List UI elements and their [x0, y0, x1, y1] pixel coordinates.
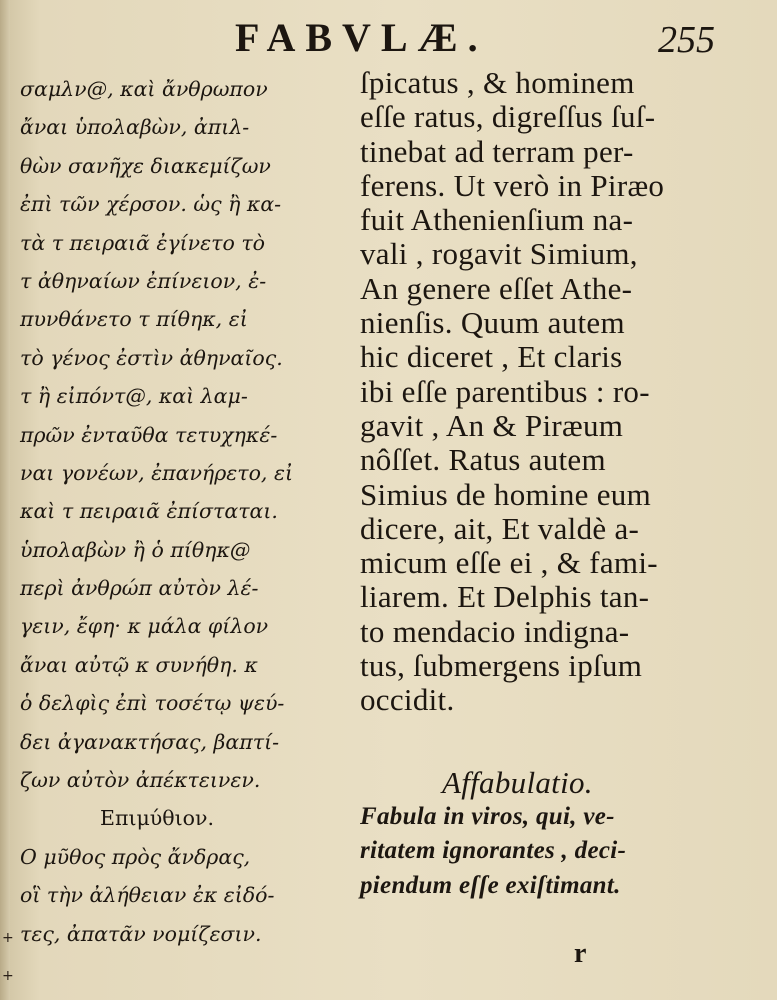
latin-line: liarem. Et Delphis tan-: [360, 579, 650, 615]
greek-line: τ ἢ εἰπόντ@, καὶ λαμ-: [20, 384, 248, 409]
greek-line: δει ἀγανακτήσας, βαπτί-: [20, 729, 280, 754]
affabulatio-line: ritatem ignorantes , deci-: [360, 837, 627, 865]
latin-line: to mendacio indigna-: [360, 613, 630, 649]
greek-line: θὼν σανῆχε διακεμίζων: [20, 153, 271, 178]
latin-line: ferens. Ut verò in Piræo: [360, 167, 665, 203]
epimythion-line: τες, ἀπατᾶν νομίζεσιν.: [20, 921, 262, 946]
greek-line: τὸ γένος ἐστὶν ἀθηναῖος.: [20, 345, 283, 370]
latin-line: eſſe ratus, digreſſus ſuſ-: [360, 99, 656, 135]
affabulatio-line: Fabula in viros, qui, ve-: [360, 802, 615, 830]
latin-line: hic diceret , Et claris: [360, 339, 623, 375]
latin-column: [360, 66, 720, 903]
greek-line: περὶ ἀνθρώπ αὐτὸν λέ-: [20, 576, 259, 601]
latin-line: occidit.: [360, 682, 455, 718]
greek-line: ἐπὶ τῶν χέρσον. ὡς ἢ κα-: [20, 192, 282, 217]
gutter-mark: +: [2, 930, 14, 946]
greek-line: πρῶν ἐνταῦθα τετυχηκέ-: [20, 422, 278, 447]
latin-line: tus, ſubmergens ipſum: [360, 648, 643, 684]
greek-line: ζων αὐτὸν ἀπέκτεινεν.: [20, 768, 261, 793]
epimythion-title: Επιμύθιον.: [100, 806, 214, 831]
latin-line: ibi eſſe parentibus : ro-: [360, 373, 650, 409]
greek-line: ὁ δελφὶς ἐπὶ τοσέτῳ ψεύ-: [20, 691, 285, 716]
running-head: FABVLÆ.: [235, 15, 488, 60]
greek-line: ναι γονέων, ἐπανήρετο, εἰ: [20, 460, 293, 485]
page-number: 255: [658, 19, 715, 61]
latin-line: tinebat ad terram per-: [360, 133, 634, 169]
greek-line: ἄναι ὑπολαβὼν, ἀπιλ-: [20, 115, 250, 140]
latin-line: gavit , An & Piræum: [360, 407, 624, 443]
greek-line: τ ἀθηναίων ἐπίνειον, ἐ-: [20, 268, 267, 293]
latin-line: vali , rogavit Simium,: [360, 236, 638, 272]
latin-line: nienſis. Quum autem: [360, 305, 625, 341]
greek-line: τὰ τ πειραιᾶ ἐγίνετο τὸ: [20, 230, 265, 255]
epimythion-line: Ο μῦθος πρὸς ἄνδρας,: [20, 844, 251, 869]
greek-column: [20, 70, 340, 953]
greek-line: ὑπολαβὼν ἢ ὁ πίθηκ@: [20, 537, 251, 562]
greek-line: γειν, ἔφη· κ μάλα φίλον: [20, 614, 269, 639]
greek-line: σαμλν@, καὶ ἄνθρωπον: [20, 77, 268, 101]
latin-line: ſpicatus , & hominem: [360, 65, 635, 100]
latin-line: micum eſſe ei , & fami-: [360, 545, 658, 581]
signature-mark: r: [574, 938, 587, 969]
gutter-mark: +: [2, 968, 14, 984]
latin-line: dicere, ait, Et valdè a-: [360, 510, 640, 546]
latin-line: An genere eſſet Athe-: [360, 270, 633, 306]
page-gutter: [0, 0, 14, 1000]
epimythion-line: οἳ τὴν ἀλήθειαν ἐκ εἰδό-: [20, 883, 275, 908]
greek-line: καὶ τ πειραιᾶ ἐπίσταται.: [20, 499, 278, 524]
affabulatio-line: piendum eſſe exiſtimant.: [360, 871, 621, 899]
latin-line: nôſſet. Ratus autem: [360, 442, 606, 478]
greek-line: ἄναι αὐτῷ κ συνήθη. κ: [20, 652, 258, 677]
greek-line: πυνθάνετο τ πίθηκ, εἰ: [20, 307, 248, 332]
latin-line: fuit Athenienſium na-: [360, 202, 634, 238]
latin-line: Simius de homine eum: [360, 476, 652, 512]
affabulatio-title: Affabulatio.: [442, 764, 593, 800]
